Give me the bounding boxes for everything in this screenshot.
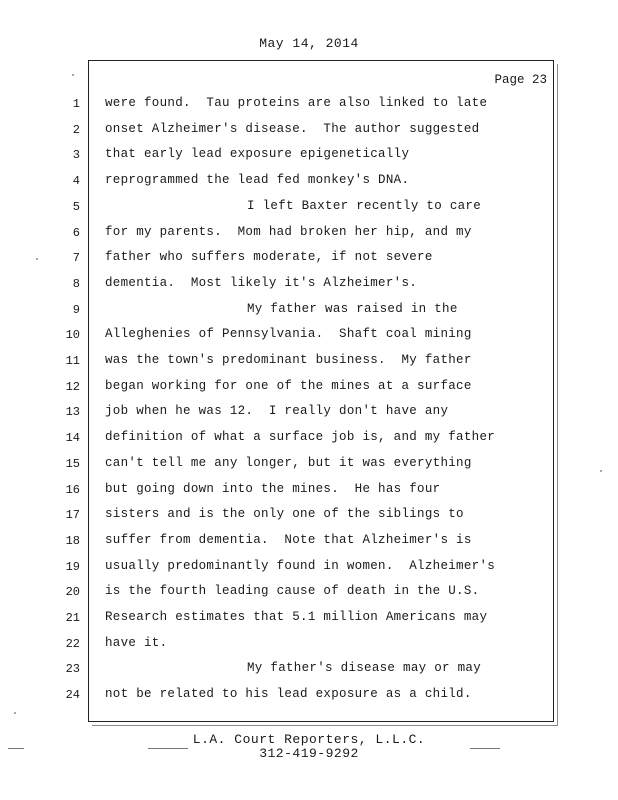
line-number: 3 — [72, 148, 80, 162]
transcript-line-text: job when he was 12. I really don't have any — [105, 404, 449, 418]
line-number: 20 — [65, 585, 80, 599]
line-number: 1 — [72, 97, 80, 111]
scan-artifact — [14, 712, 16, 714]
transcript-line-text: usually predominantly found in women. Alzheimer's — [105, 559, 496, 573]
transcript-line-text: began working for one of the mines at a surface — [105, 379, 472, 393]
line-number: 19 — [65, 560, 80, 574]
page-number-label: Page 23 — [494, 73, 547, 87]
line-number: 10 — [65, 328, 80, 342]
line-number: 23 — [65, 662, 80, 676]
line-number: 13 — [65, 405, 80, 419]
line-number: 22 — [65, 637, 80, 651]
scan-artifact — [600, 470, 602, 472]
line-number: 4 — [72, 174, 80, 188]
transcript-line-text: My father was raised in the — [247, 302, 458, 316]
transcript-line-text: I left Baxter recently to care — [247, 199, 482, 213]
line-number: 2 — [72, 123, 80, 137]
transcript-line-text: for my parents. Mom had broken her hip, and my — [105, 225, 472, 239]
transcript-line-text: is the fourth leading cause of death in the U.S. — [105, 584, 480, 598]
line-number: 9 — [72, 303, 80, 317]
line-number: 7 — [72, 251, 80, 265]
line-number: 24 — [65, 688, 80, 702]
line-number: 15 — [65, 457, 80, 471]
line-number: 17 — [65, 508, 80, 522]
transcript-line-text: Alleghenies of Pennsylvania. Shaft coal mining — [105, 327, 472, 341]
transcript-line-text: Research estimates that 5.1 million Americans may — [105, 610, 488, 624]
transcript-line-text: not be related to his lead exposure as a child. — [105, 687, 472, 701]
transcript-line-text: sisters and is the only one of the siblings to — [105, 507, 464, 521]
scan-artifact — [148, 748, 188, 749]
transcript-line-text: My father's disease may or may — [247, 661, 482, 675]
scan-artifact — [36, 258, 38, 260]
transcript-line-text: can't tell me any longer, but it was everything — [105, 456, 472, 470]
line-number: 11 — [65, 354, 80, 368]
scan-artifact — [470, 748, 500, 749]
line-number: 16 — [65, 483, 80, 497]
header-date: May 14, 2014 — [259, 36, 359, 51]
footer-phone: 312-419-9292 — [259, 746, 359, 761]
line-number: 21 — [65, 611, 80, 625]
transcript-line-text: onset Alzheimer's disease. The author suggested — [105, 122, 480, 136]
transcript-line-text: definition of what a surface job is, and my father — [105, 430, 496, 444]
transcript-line-text: were found. Tau proteins are also linked to late — [105, 96, 488, 110]
scan-artifact — [72, 74, 74, 76]
transcript-line-text: but going down into the mines. He has four — [105, 482, 441, 496]
scan-artifact — [8, 748, 24, 749]
transcript-line-text: was the town's predominant business. My father — [105, 353, 472, 367]
transcript-line-text: have it. — [105, 636, 168, 650]
transcript-line-text: that early lead exposure epigenetically — [105, 147, 410, 161]
transcript-line-text: reprogrammed the lead fed monkey's DNA. — [105, 173, 410, 187]
line-number: 18 — [65, 534, 80, 548]
line-number: 8 — [72, 277, 80, 291]
transcript-line-text: father who suffers moderate, if not severe — [105, 250, 433, 264]
footer-company: L.A. Court Reporters, L.L.C. — [192, 732, 426, 747]
transcript-line-text: suffer from dementia. Note that Alzheimer's is — [105, 533, 472, 547]
line-number: 6 — [72, 226, 80, 240]
line-number: 14 — [65, 431, 80, 445]
transcript-line-text: dementia. Most likely it's Alzheimer's. — [105, 276, 418, 290]
line-number: 12 — [65, 380, 80, 394]
line-number: 5 — [72, 200, 80, 214]
